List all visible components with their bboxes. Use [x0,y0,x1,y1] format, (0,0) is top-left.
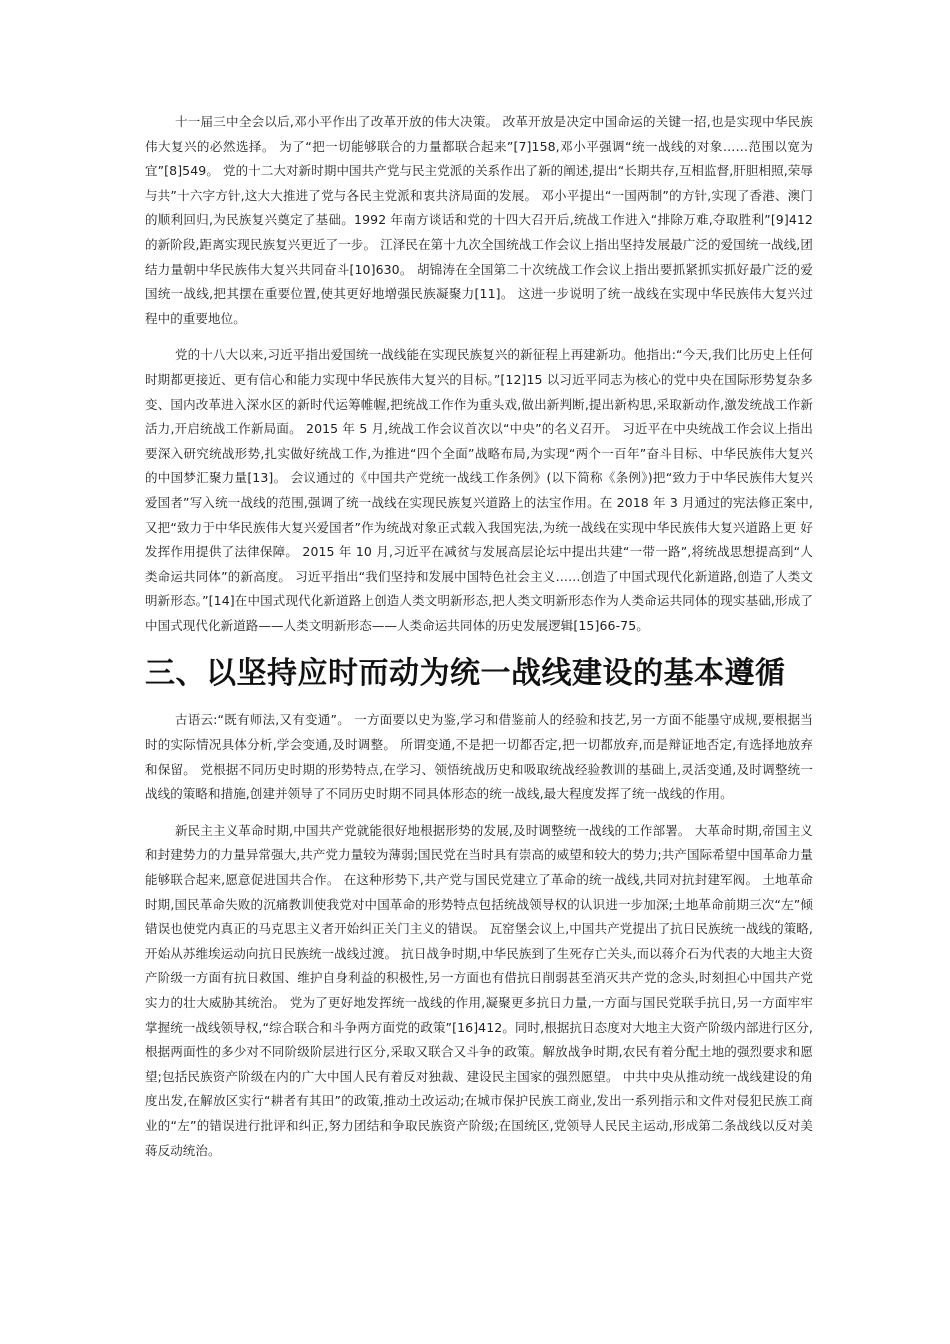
body-paragraph-1: 十一届三中全会以后,邓小平作出了改革开放的伟大决策。 改革开放是决定中国命运的关键一招,也是实现中华民族伟大复兴的必然选择。 为了“把一切能够联合的力量都联合起来”[7]158,邓小平强调“统一战线的对象……范围以宽为宜”[8]549。 党的十二大对新时期中国共产党与民主党派的关系作出了新的阐述,提出“长期共存,互相监督,肝胆相照,荣辱与共”十六字方针,这大大推进了党与各民主党派和衷共济局面的发展。 邓小平提出“一国两制”的方针,实现了香港、澳门的顺利回归,为民族复兴奠定了基础。1992 年南方谈话和党的十四大召开后,统战工作进入“排除万难,夺取胜利”[9]412 的新阶段,距离实现民族复兴更近了一步。 江泽民在第十九次全国统战工作会议上指出坚持发展最广泛的爱国统一战线,团结力量朝中华民族伟大复兴共同奋斗[10]630。 胡锦涛在全国第二十次统战工作会议上指出要抓紧抓实抓好最广泛的爱国统一战线,把其摆在重要位置,使其更好地增强民族凝聚力[11]。 这进一步说明了统一战线在实现中华民族伟大复兴过程中的重要地位。 [145,114,813,326]
body-paragraph-3: 古语云:“既有师法,又有变通”。 一方面要以史为鉴,学习和借鉴前人的经验和技艺,另一方面不能墨守成规,要根据当时的实际情况具体分析,学会变通,及时调整。 所谓变通,不是把一切都否定,把一切都放弃,而是辩证地否定,有选择地放弃和保留。 党根据不同历史时期的形势特点,在学习、领悟统战历史和吸取统战经验教训的基础上,灵活变通,及时调整统一战线的策略和措施,创建并领导了不同历史时期不同具体形态的统一战线,最大程度发挥了统一战线的作用。 [145,712,813,802]
body-paragraph-2: 党的十八大以来,习近平指出爱国统一战线能在实现民族复兴的新征程上再建新功。他指出:“今天,我们比历史上任何时期都更接近、更有信心和能力实现中华民族伟大复兴的目标。”[12]15 以习近平同志为核心的党中央在国际形势复杂多变、国内改革进入深水区的新时代运筹帷幄,把统战工作作为重头戏,做出新判断,提出新构思,采取新动作,激发统战工作新活力,开启统战工作新局面。 2015 年 5 月,统战工作会议首次以“中央”的名义召开。 习近平在中央统战工作会议上指出要深入研究统战形势,扎实做好统战工作,为推进“四个全面”战略布局,为实现“两个一百年”奋斗目标、中华民族伟大复兴的中国梦汇聚力量[13]。 会议通过的《中国共产党统一战线工作条例》(以下简称《条例》)把“致力于中华民族伟大复兴爱国者”写入统一战线的范围,强调了统一战线在实现民族复兴道路上的法宝作用。在 2018 年 3 月通过的宪法修正案中,又把“致力于中华民族伟大复兴爱国者”作为统战对象正式载入我国宪法,为统一战线在实现中华民族伟大复兴道路上更 好发挥作用提供了法律保障。 2015 年 10 月,习近平在减贫与发展高层论坛中提出共建“一带一路”,将统战思想提高到“人类命运共同体”的新高度。 习近平指出“我们坚持和发展中国特色社会主义……创造了中国式现代化新道路,创造了人类文明新形态。”[14]在中国式现代化新道路上创造人类文明新形态,把人类文明新形态作为人类命运共同体的现实基础,形成了中国式现代化新道路——人类文明新形态——人类命运共同体的历史发展逻辑[15]66-75。 [145,347,814,633]
document-page [145,110,813,1163]
body-paragraph-4: 新民主主义革命时期,中国共产党就能很好地根据形势的发展,及时调整统一战线的工作部署。 大革命时期,帝国主义和封建势力的力量异常强大,共产党力量较为薄弱;国民党在当时具有崇高的威望和较大的势力;共产国际希望中国革命力量能够联合起来,愿意促进国共合作。 在这种形势下,共产党与国民党建立了革命的统一战线,共同对抗封建军阀。 土地革命时期,国民革命失败的沉痛教训使我党对中国革命的形势特点包括统战领导权的认识进一步加深;土地革命前期三次“左”倾错误也使党内真正的马克思主义者开始纠正关门主义的错误。 瓦窑堡会议上,中国共产党提出了抗日民族统一战线的策略,开始从苏维埃运动向抗日民族统一战线过渡。 抗日战争时期,中华民族到了生死存亡关头,而以蒋介石为代表的大地主大资产阶级一方面有抗日救国、维护自身利益的积极性,另一方面也有借抗日削弱甚至消灭共产党的念头,时刻担心中国共产党实力的壮大威胁其统治。 党为了更好地发挥统一战线的作用,凝聚更多抗日力量,一方面与国民党联手抗日,另一方面牢牢掌握统一战线领导权,“综合联合和斗争两方面党的政策”[16]412。同时,根据抗日态度对大地主大资产阶级内部进行区分,根据两面性的多少对不同阶级阶层进行区分,采取又联合又斗争的政策。解放战争时期,农民有着分配土地的强烈要求和愿望;包括民族资产阶级在内的广大中国人民有着反对独裁、建设民主国家的强烈愿望。 中共中央从推动统一战线建设的角度出发,在解放区实行“耕者有其田”的政策,推动土改运动;在城市保护民族工商业,发出一系列指示和文件对侵犯民族工商业的“左”的错误进行批评和纠正,努力团结和争取民族资产阶级;在国统区,党领导人民民主运动,形成第二条战线以反对美蒋反动统治。 [145,822,813,1158]
section-heading: 三、以坚持应时而动为统一战线建设的基本遵循 [145,656,786,692]
